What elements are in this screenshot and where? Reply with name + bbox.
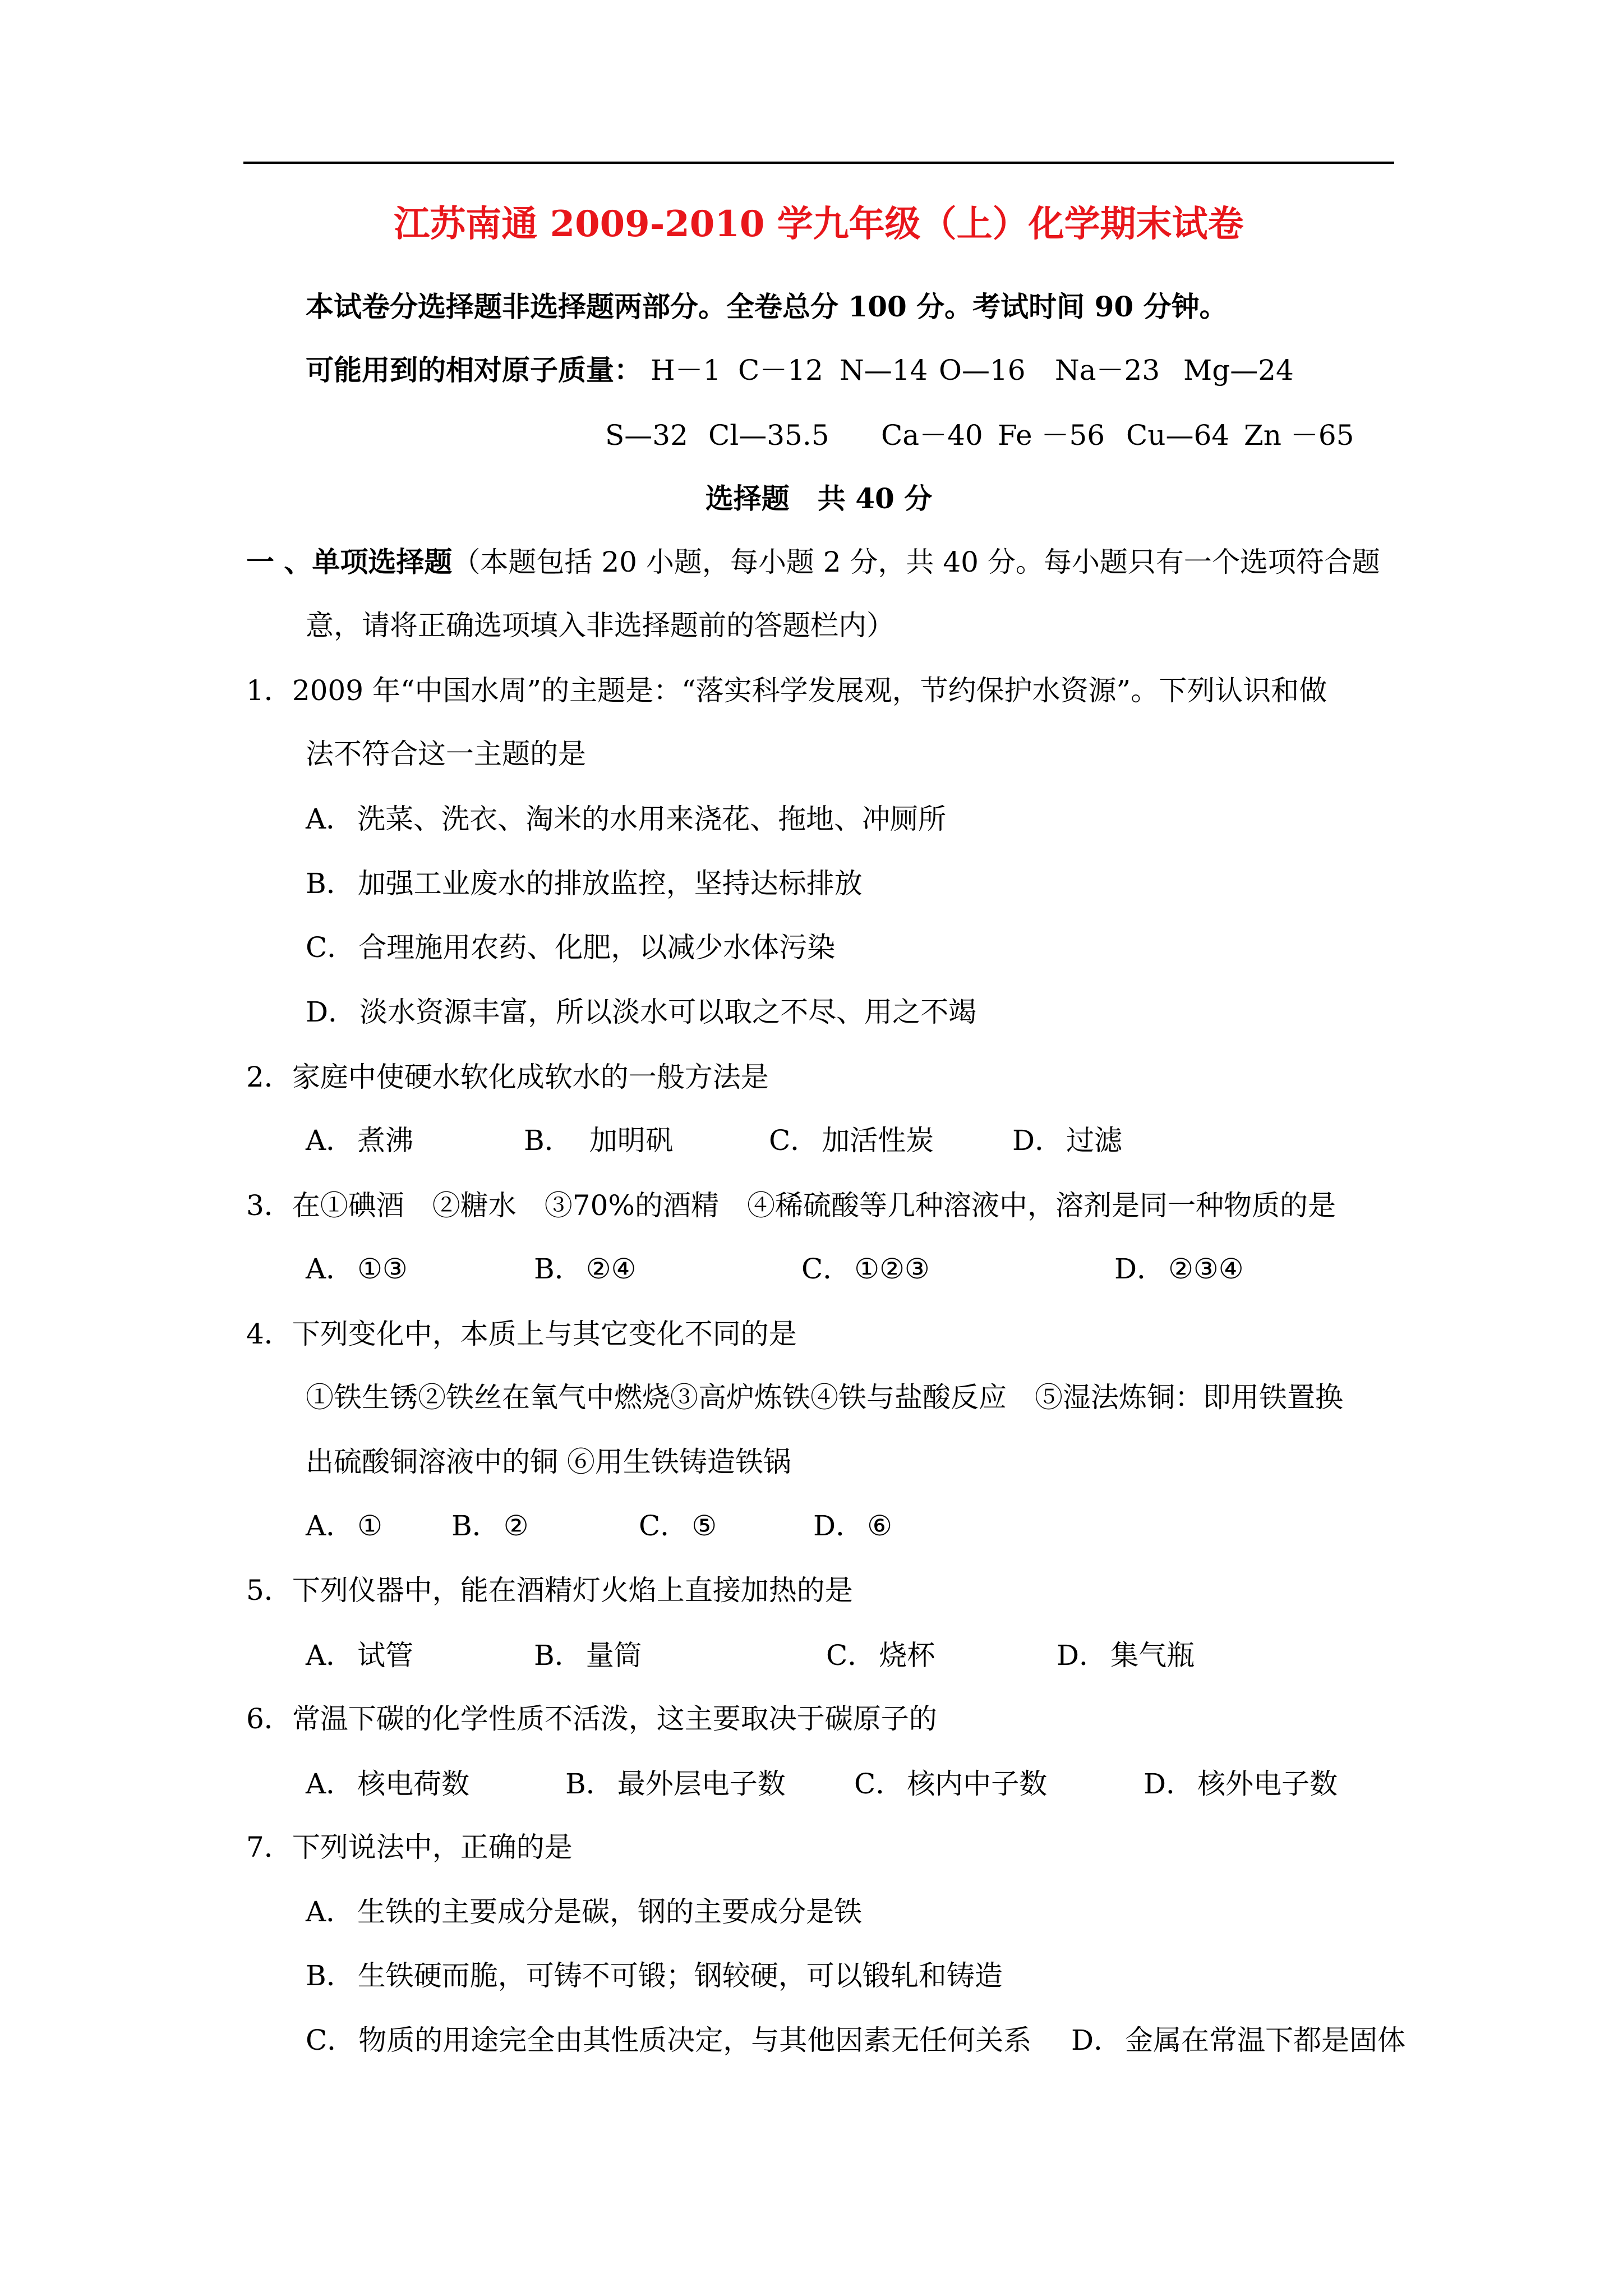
- atomic-mass-item: Fe －56: [998, 419, 1105, 452]
- option-b: [451, 1509, 529, 1543]
- option-text: 集气瓶: [1110, 1639, 1195, 1672]
- option-label: D．: [1057, 1639, 1108, 1672]
- option-a: [306, 1767, 469, 1801]
- option-label: D．: [1071, 2024, 1122, 2056]
- option-label: C．: [306, 2024, 356, 2056]
- option-text: 烧杯: [879, 1639, 935, 1672]
- option-text: 生铁硬而脆，可铸不可锻；钢较硬，可以锻轧和铸造: [357, 1959, 1003, 1992]
- option-d: [1114, 1252, 1244, 1286]
- question-number: 5．: [246, 1574, 292, 1607]
- question-number: 4．: [246, 1318, 292, 1350]
- part-heading-continued: 意，请将正确选项填入非选择题前的答题栏内）: [306, 609, 895, 642]
- atomic-mass-item: N—14: [840, 354, 928, 386]
- option-text: ⑤: [691, 1510, 717, 1542]
- option-c: [639, 1509, 717, 1543]
- option-text: 加明矾: [589, 1124, 674, 1157]
- option-c: [306, 2023, 1031, 2057]
- option-text: 生铁的主要成分是碳，钢的主要成分是铁: [357, 1895, 863, 1928]
- option-d: [1144, 1767, 1338, 1801]
- option-d: [1012, 1124, 1122, 1157]
- option-text: 核内中子数: [907, 1768, 1048, 1800]
- option-c: [854, 1767, 1047, 1801]
- option-text: ①③: [357, 1253, 408, 1285]
- option-a: [306, 802, 946, 836]
- option-label: D．: [813, 1510, 864, 1542]
- exam-instructions: 本试卷分选择题非选择题两部分。全卷总分 100 分。考试时间 90 分钟。: [306, 290, 1228, 323]
- option-label: B．: [524, 1124, 573, 1157]
- option-b: [306, 867, 863, 900]
- question-stem: [246, 1830, 573, 1864]
- question-number: 7．: [246, 1831, 292, 1864]
- option-label: B．: [534, 1639, 583, 1672]
- option-text: 核外电子数: [1197, 1768, 1338, 1800]
- atomic-mass-item: Zn －65: [1244, 419, 1354, 452]
- question-text: 家庭中使硬水软化成软水的一般方法是: [292, 1061, 769, 1093]
- option-label: A．: [306, 1639, 354, 1672]
- atomic-mass-item: Cl—35.5: [708, 419, 829, 452]
- option-label: C．: [639, 1510, 689, 1542]
- option-text: ①②③: [854, 1253, 930, 1285]
- question-stem: [246, 1189, 1336, 1222]
- atomic-mass-label: 可能用到的相对原子质量：: [306, 353, 642, 386]
- option-d: [813, 1509, 892, 1543]
- option-label: D．: [1114, 1253, 1165, 1285]
- option-label: B．: [306, 867, 354, 900]
- atomic-mass-item: H－1: [651, 354, 721, 386]
- option-label: D．: [1144, 1768, 1195, 1800]
- option-label: C．: [306, 931, 356, 964]
- option-label: C．: [826, 1639, 876, 1672]
- question-text: 下列说法中，正确的是: [292, 1831, 573, 1864]
- option-d: [1057, 1639, 1195, 1672]
- option-text: ②③④: [1168, 1253, 1244, 1285]
- question-detail: ①铁生锈②铁丝在氧气中燃烧③高炉炼铁④铁与盐酸反应 ⑤湿法炼铜：即用铁置换: [306, 1381, 1343, 1414]
- question-number: 6．: [246, 1703, 292, 1735]
- question-stem: [246, 1573, 853, 1607]
- option-text: 洗菜、洗衣、淘米的水用来浇花、拖地、冲厕所: [357, 803, 947, 835]
- option-text: ②④: [585, 1253, 637, 1285]
- atomic-mass-item: Ca－40: [881, 419, 983, 452]
- option-text: 最外层电子数: [617, 1768, 786, 1800]
- question-stem: [246, 674, 1327, 707]
- option-text: 合理施用农药、化肥，以减少水体污染: [358, 931, 836, 964]
- option-text: 加活性炭: [822, 1124, 934, 1157]
- question-stem: [246, 1702, 937, 1736]
- option-d: [306, 995, 976, 1029]
- option-label: D．: [306, 996, 357, 1028]
- option-b: [565, 1767, 786, 1801]
- option-label: B．: [306, 1959, 354, 1992]
- option-label: B．: [534, 1253, 583, 1285]
- option-text: 核电荷数: [357, 1768, 470, 1800]
- atomic-mass-item: S—32: [605, 419, 688, 452]
- option-label: A．: [306, 1895, 354, 1928]
- exam-title: 江苏南通 2009-2010 学九年级（上）化学期末试卷: [394, 203, 1244, 245]
- question-number: 1．: [246, 674, 292, 707]
- option-c: [306, 931, 835, 964]
- option-text: 物质的用途完全由其性质决定，与其他因素无任何关系: [358, 2024, 1032, 2056]
- option-label: D．: [1012, 1124, 1063, 1157]
- option-text: 淡水资源丰富，所以淡水可以取之不尽、用之不竭: [359, 996, 977, 1028]
- question-text: 在①碘酒 ②糖水 ③70%的酒精 ④稀硫酸等几种溶液中，溶剂是同一种物质的是: [292, 1189, 1336, 1222]
- atomic-mass-item: Na－23: [1055, 354, 1160, 386]
- question-text-continued: 法不符合这一主题的是: [306, 738, 586, 770]
- option-a: [306, 1252, 408, 1286]
- atomic-mass-item: Mg—24: [1183, 354, 1294, 386]
- option-label: A．: [306, 803, 354, 835]
- question-stem: [246, 1317, 797, 1351]
- question-text: 下列变化中，本质上与其它变化不同的是: [292, 1318, 797, 1350]
- option-text: ⑥: [867, 1510, 892, 1542]
- option-b: [306, 1959, 1003, 1993]
- option-b: [524, 1124, 674, 1157]
- question-number: 3．: [246, 1189, 292, 1222]
- option-c: [801, 1252, 930, 1286]
- option-a: [306, 1509, 382, 1543]
- part-heading: [246, 545, 1380, 579]
- option-a: [306, 1124, 413, 1157]
- option-label: B．: [451, 1510, 500, 1542]
- option-c: [769, 1124, 934, 1157]
- option-a: [306, 1639, 413, 1672]
- option-text: 量筒: [585, 1639, 642, 1672]
- option-text: ②: [503, 1510, 529, 1542]
- option-text: 加强工业废水的排放监控，坚持达标排放: [357, 867, 863, 900]
- option-text: 过滤: [1066, 1124, 1123, 1157]
- question-text: 2009 年“中国水周”的主题是：“落实科学发展观，节约保护水资源”。下列认识和做: [292, 674, 1327, 707]
- option-text: ①: [357, 1510, 382, 1542]
- option-label: A．: [306, 1510, 354, 1542]
- part-heading-label: 一 、单项选择题: [246, 545, 453, 578]
- option-c: [826, 1639, 935, 1672]
- option-label: B．: [565, 1768, 614, 1800]
- question-text: 常温下碳的化学性质不活泼，这主要取决于碳原子的: [292, 1703, 937, 1735]
- option-label: A．: [306, 1124, 354, 1157]
- part-heading-text: （本题包括 20 小题，每小题 2 分，共 40 分。每小题只有一个选项符合题: [452, 546, 1380, 578]
- option-text: 金属在常温下都是固体: [1125, 2024, 1406, 2056]
- option-label: A．: [306, 1253, 354, 1285]
- option-label: C．: [801, 1253, 851, 1285]
- option-b: [534, 1252, 636, 1286]
- option-text: 试管: [357, 1639, 414, 1672]
- option-a: [306, 1895, 862, 1929]
- question-stem: [246, 1060, 769, 1094]
- question-detail: 出硫酸铜溶液中的铜 ⑥用生铁铸造铁锅: [306, 1446, 791, 1478]
- question-text: 下列仪器中，能在酒精灯火焰上直接加热的是: [292, 1574, 853, 1607]
- option-d: [1071, 2023, 1405, 2057]
- question-number: 2．: [246, 1061, 292, 1093]
- option-label: A．: [306, 1768, 354, 1800]
- atomic-mass-item: Cu—64: [1126, 419, 1230, 452]
- section-title: 选择题 共 40 分: [705, 482, 933, 515]
- option-b: [534, 1639, 642, 1672]
- option-label: C．: [854, 1768, 904, 1800]
- option-text: 煮沸: [357, 1124, 414, 1157]
- option-label: C．: [769, 1124, 819, 1157]
- top-rule: [243, 162, 1394, 164]
- atomic-mass-item: C－12: [738, 354, 823, 386]
- atomic-mass-item: O—16: [939, 354, 1026, 386]
